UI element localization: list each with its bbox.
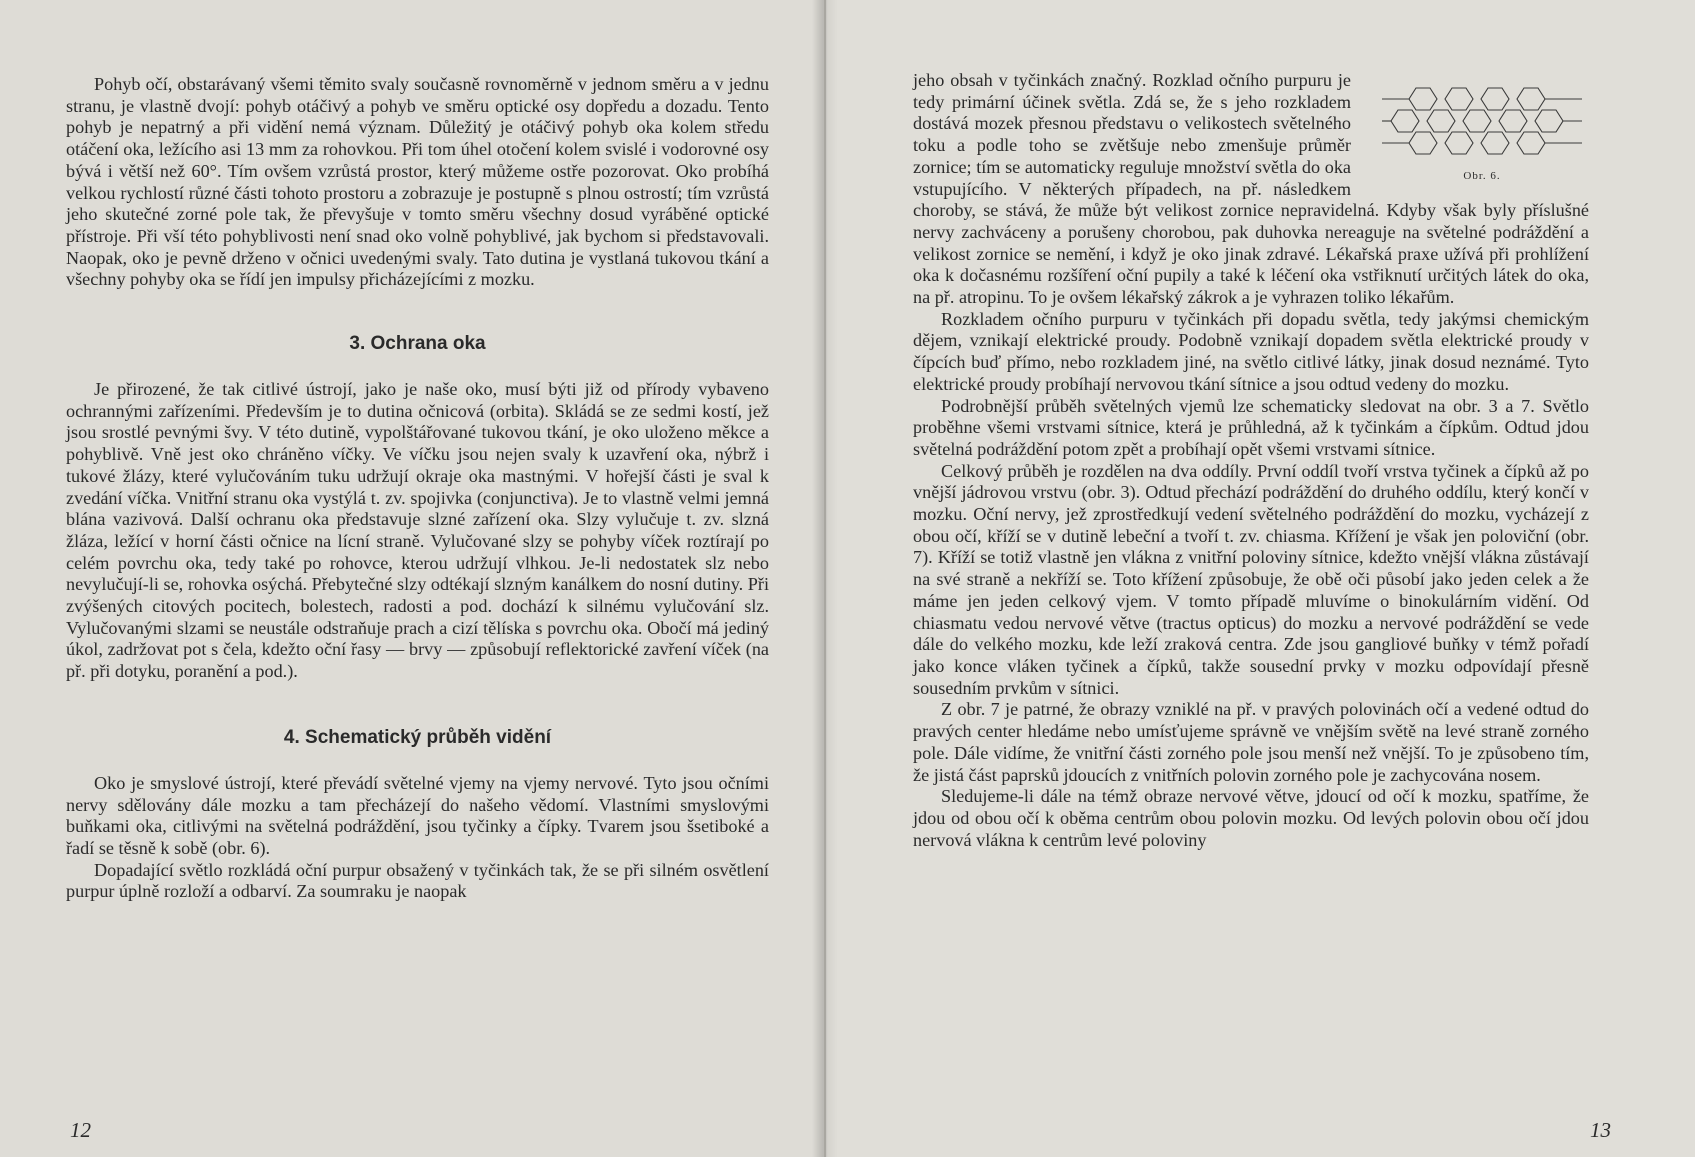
page-number-right: 13 <box>1590 1118 1611 1142</box>
body-paragraph-4: Z obr. 7 je patrné, že obrazy vzniklé na př. v pravých polovinách očí a vedené odtud do pravých center hledáme nebo umísťujeme správně ve vnějším světě na levé straně zorného pole. Dále vidíme, že vnitřní části zorného pole jsou menší než vnější. To je způsobeno tím, že jistá část paprsků jdoucích z vnitřních polovin zorného pole je zachycována nosem. <box>913 699 1589 785</box>
schema-paragraph-2: Dopadající světlo rozkládá oční purpur obsažený v tyčinkách tak, že se při silném osvětlení purpur úplně rozloží a odbarví. Za soumraku je naopak <box>66 859 769 902</box>
right-page <box>823 0 1695 1157</box>
left-page <box>0 0 823 1157</box>
intro-paragraph: Pohyb očí, obstarávaný všemi těmito svaly současně rovnoměrně v jednom směru a v jednu stranu, je vlastně dvojí: pohyb otáčivý a pohyb ve směru optické osy dopředu a dozadu. Tento pohyb je nepatrný a při vidění nemá význam. Důležitý je otáčivý pohyb oka kolem středu otáčení oka, ležícího asi 13 mm za rohovkou. Při tom úhel otočení kolem svislé i vodorovné osy bývá i větší než 60°. Tím ovšem vzrůstá prostor, který můžeme ostře pozorovat. Oko probíhá velkou rychlostí různé části tohoto prostoru a zobrazuje je postupně s plnou ostrostí; tím vzrůstá jeho skutečné zorné pole tak, že převyšuje v tomto směru všechny dosud vyráběné optické přístroje. Při vší této pohyblivosti není snad oko volně pohyblivé, jak bychom si představovali. Naopak, oko je pevně drženo v očnici uvedenými svaly. Tato dutina je vystlaná tukovou tkání a všechny pohyby oka se řídí jen impulsy přicházejícími z mozku. <box>66 74 769 290</box>
body-paragraph-3: Celkový průběh je rozdělen na dva oddíly. První oddíl tvoří vrstva tyčinek a čípků až po vnější jádrovou vrstvu (obr. 3). Odtud přechází podráždění do druhého oddílu, který končí v mozku. Oční nervy, jež zprostředkují vedení světelného podráždění do mozku, vycházejí z obou očí, kříží se v dutině lebeční a tvoří t. zv. chiasma. Křížení je však jen poloviční (obr. 7). Kříží se totiž vlastně jen vlákna z vnitřní poloviny sítnice, kdežto vnější vlákna zůstávají na své straně a nekříží se. Toto křížení způsobuje, že obě oči působí jako jeden celek a že máme jen jeden celkový vjem. V tomto případě mluvíme o binokulárním vidění. Od chiasmatu vedou nervové větve (tractus opticus) do mozku a nervové podráždění se vede dále do velkého mozku, kde leží zraková centra. Zde jsou gangliové buňky v témž pořadí jako konce vláken tyčinek a čípků, takže sousední prvky v mozku odpovídají přesně sousedním prvkům v sítnici. <box>913 460 1589 698</box>
hexagon-cells-illustration <box>1380 80 1584 166</box>
body-paragraph-1: Rozkladem očního purpuru v tyčinkách při dopadu světla, tedy jakýmsi chemickým dějem, vznikají elektrické proudy. Podobně vznikají dopadem světla elektrické proudy v čípcích buď přímo, nebo rozkladem jiné, na světlo citlivé látky, jinak dosud neznámé. Tyto elektrické proudy probíhají nervovou tkání sítnice a jsou odtud vedeny do mozku. <box>913 308 1589 394</box>
page-number-left: 12 <box>70 1118 91 1142</box>
section-heading-ochrana: 3. Ochrana oka <box>349 333 486 355</box>
figure-caption: Obr. 6. <box>1463 170 1501 182</box>
body-paragraph-2: Podrobnější průběh světelných vjemů lze schematicky sledovat na obr. 3 a 7. Světlo proběhne všemi vrstvami sítnice, která je průhledná, až k tyčinkám a čípkům. Odtud jdou světelná podráždění potom zpět a probíhají opět všemi vrstvami sítnice. <box>913 395 1589 459</box>
figure-6 <box>1369 80 1595 182</box>
continued-paragraph: jeho obsah v tyčinkách značný. Rozklad očního purpuru je tedy primární účinek světla. Zdá se, že s jeho rozkladem dostává mozek přesnou představu o velikostech světelného toku a podle toho se zvětšuje nebo zmenšuje průměr zornice; tím se automaticky reguluje množství světla do oka vstupujícího. V některých případech, na př. následkem choroby, se stává, že může být velikost zornice nepravidelná. Kdyby však byly příslušné nervy zachváceny a porušeny chorobou, pak duhovka nereaguje na světelné podráždění a velikost zornice se nemění, i když je oko jinak zdravé. Lékařská praxe užívá při prohlížení oka k dočasnému rozšíření oční pupily a také k léčení oka vstřiknutí určitých látek do oka, na př. atropinu. To je ovšem lékařský zákrok a je vyhrazen toliko lékařům. <box>913 70 1589 308</box>
schema-paragraph-1: Oko je smyslové ústrojí, které převádí světelné vjemy na vjemy nervové. Tyto jsou očními nervy sdělovány dále mozku a tam přecházejí do našeho vědomí. Vlastními smyslovými buňkami oka, citlivými na světelná podráždění, jsou tyčinky a čípky. Tvarem jsou šsetiboké a řadí se těsně k sobě (obr. 6). <box>66 772 769 858</box>
ochrana-paragraph: Je přirozené, že tak citlivé ústrojí, jako je naše oko, musí býti již od přírody vybaveno ochrannými zařízeními. Především je to dutina očnicová (orbita). Skládá se ze sedmi kostí, jež jsou srostlé pevnými švy. V této dutině, vypolštářované tukovou tkání, je oko uloženo měkce a pohyblivě. Vně jest oko chráněno víčky. Ve víčku jsou nejen svaly k uzavření oka, nýbrž i tukové žlázy, které vylučováním tuku udržují okraje oka mastnými. V hořejší části je sval k zvedání víčka. Vnitřní stranu oka vystýlá t. zv. spojivka (conjunctiva). Je to vlastně velmi jemná blána vazivová. Další ochranu oka představuje slzné zařízení oka. Slzy vylučuje t. zv. slzná žláza, ležící v horní části očnice na lícní straně. Vylučované slzy se pohyby víček roztírají po celém povrchu oka, tedy také po rohovce, kterou udržují vlhkou. Je-li nedostatek slz nebo nevylučují-li se, rohovka osýchá. Přebytečné slzy odtékají slzným kanálkem do nosní dutiny. Při zvýšených citových pocitech, bolestech, radosti a pod. dochází k silnému vylučování slz. Vylučovanými slzami se neustále odstraňuje prach a cizí tělíska s povrchu oka. Obočí má jediný úkol, zadržovat pot s čela, kdežto oční řasy — brvy — způsobují reflektorické zavření víček (na př. při dotyku, poranění a pod.). <box>66 379 769 682</box>
body-paragraph-5: Sledujeme-li dále na témž obraze nervové větve, jdoucí od očí k mozku, spatříme, že jdou od obou očí k oběma centrům obou polovin mozku. Od levých polovin obou očí jdou nervová vlákna k centrům levé poloviny <box>913 786 1589 850</box>
section-heading-schema: 4. Schematický průběh vidění <box>283 726 552 748</box>
